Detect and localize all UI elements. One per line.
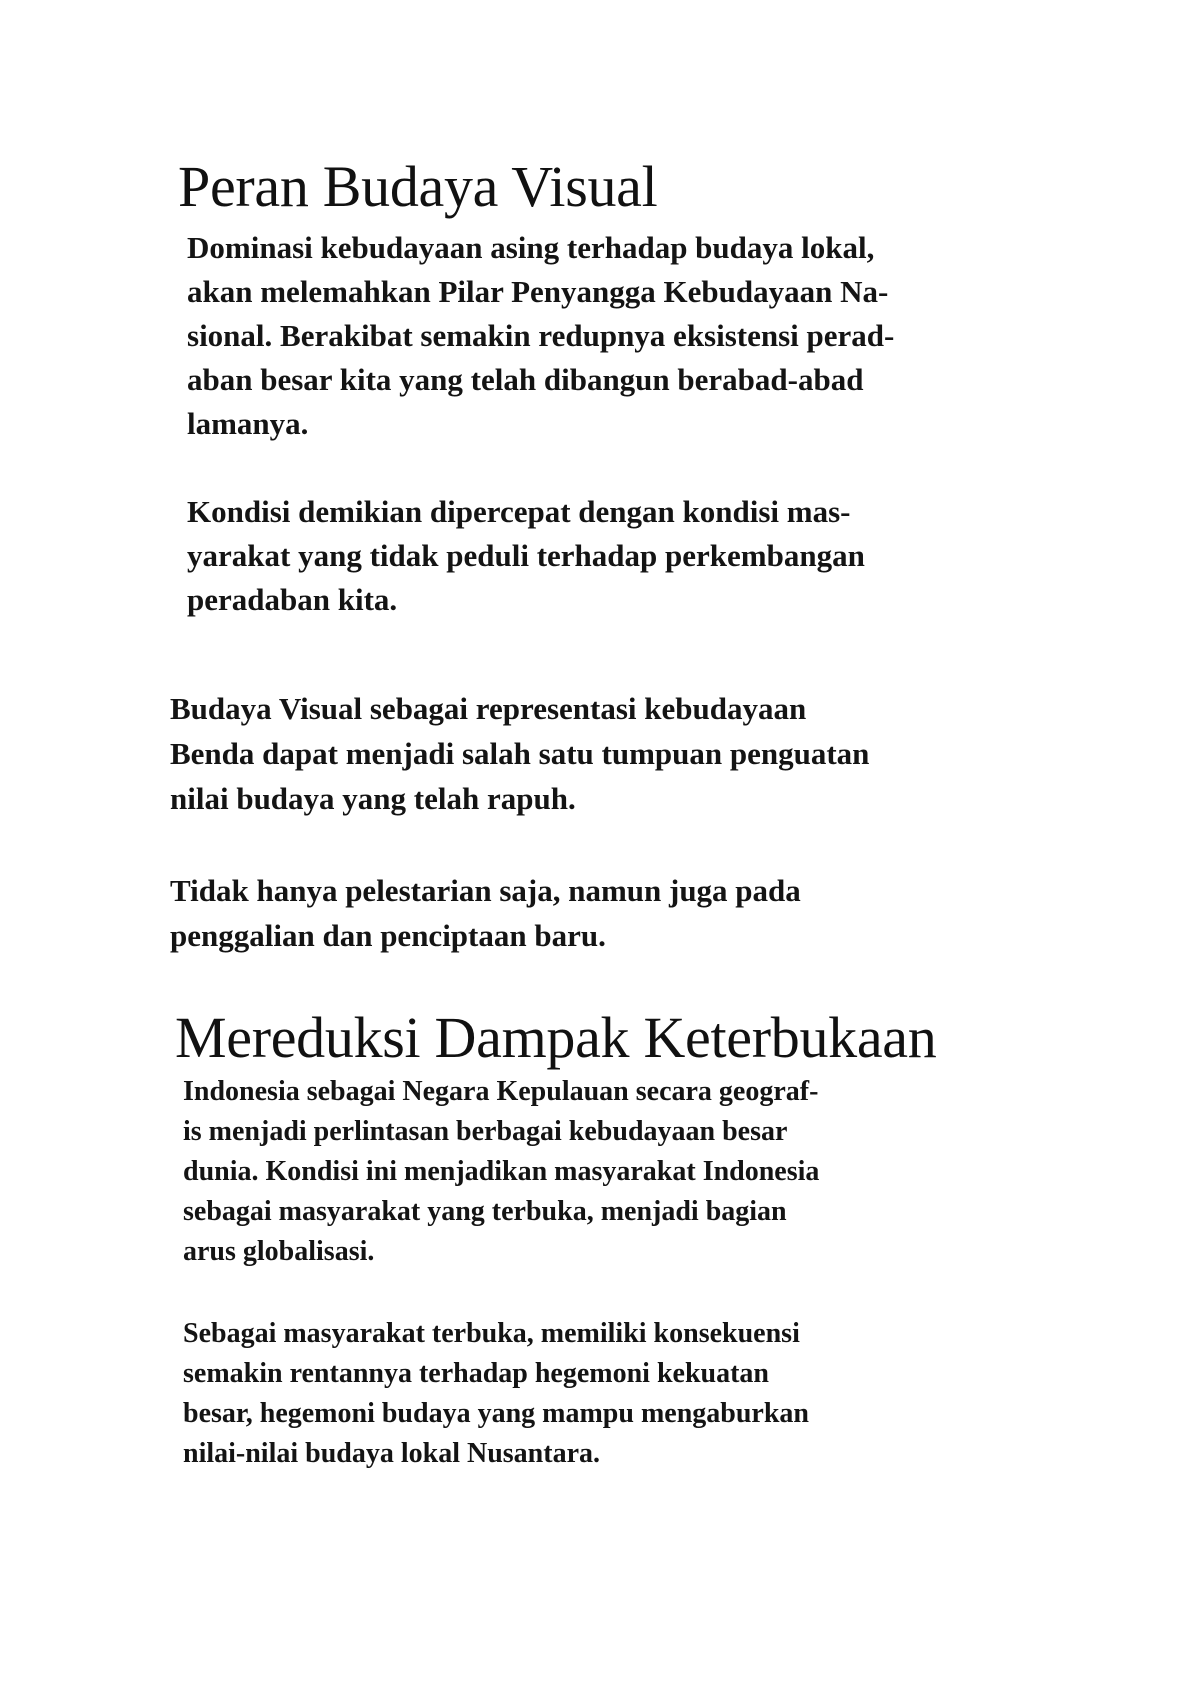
- paragraph-tidak-hanya-pelestarian: Tidak hanya pelestarian saja, namun juga pada penggalian dan penciptaan baru.: [170, 873, 801, 953]
- paragraph-indonesia-negara-kepulauan: Indonesia sebagai Negara Kepulauan secara geograf- is menjadi perlintasan berbagai kebudayaan besar dunia. Kondisi ini menjadikan masyarakat Indonesia sebagai masyarakat yang terbuka, menjadi bagian arus globalisasi.: [183, 1076, 820, 1267]
- heading-peran-budaya-visual: Peran Budaya Visual: [178, 154, 658, 219]
- paragraph-budaya-visual-representasi: Budaya Visual sebagai representasi kebudayaan Benda dapat menjadi salah satu tumpuan penguatan nilai budaya yang telah rapuh.: [170, 691, 870, 816]
- paragraph-kondisi-demikian: Kondisi demikian dipercepat dengan kondisi mas- yarakat yang tidak peduli terhadap perkembangan peradaban kita.: [187, 494, 865, 617]
- paragraph-masyarakat-terbuka: Sebagai masyarakat terbuka, memiliki konsekuensi semakin rentannya terhadap hegemoni kekuatan besar, hegemoni budaya yang mampu mengaburkan nilai-nilai budaya lokal Nusantara.: [183, 1318, 809, 1469]
- heading-mereduksi-dampak-keterbukaan: Mereduksi Dampak Keterbukaan: [175, 1005, 937, 1070]
- paragraph-dominasi-kebudayaan: Dominasi kebudayaan asing terhadap budaya lokal, akan melemahkan Pilar Penyangga Kebudayaan Na- sional. Berakibat semakin redupnya eksistensi perad- aban besar kita yang telah dibangun berabad-abad lamanya.: [187, 230, 895, 441]
